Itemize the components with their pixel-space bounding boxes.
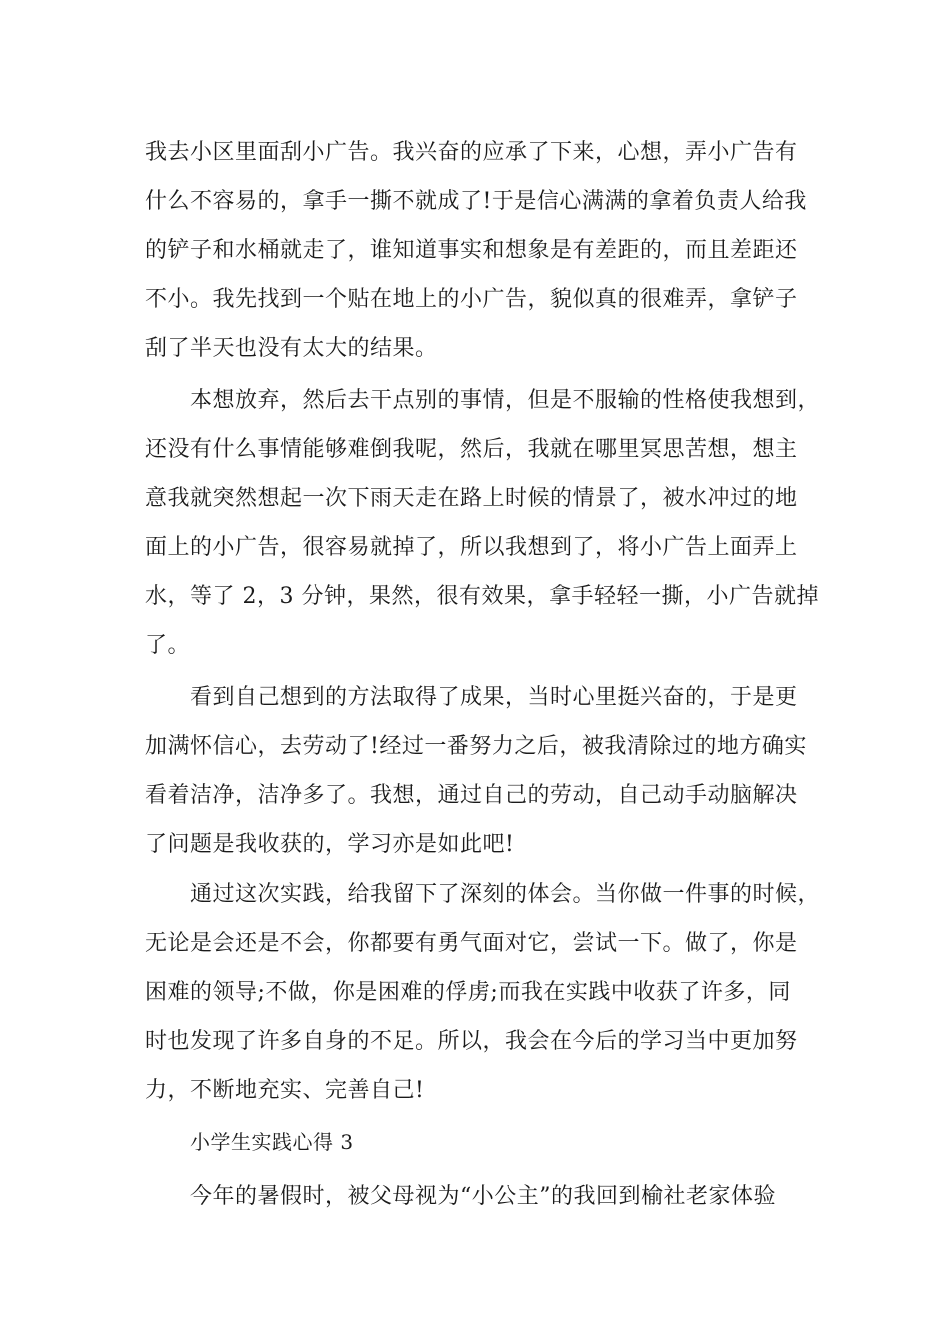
text-line: 面上的小广告，很容易就掉了，所以我想到了，将小广告上面弄上 xyxy=(145,535,798,560)
text-line: 本想放弃，然后去干点别的事情，但是不服输的性格使我想到， xyxy=(190,388,821,413)
text-line: 我去小区里面刮小广告。我兴奋的应承了下来，心想，弄小广告有 xyxy=(145,140,798,165)
text-line: 力，不断地充实、完善自己! xyxy=(145,1078,425,1103)
text-line: 通过这次实践，给我留下了深刻的体会。当你做一件事的时候， xyxy=(190,882,821,907)
paragraph-2 xyxy=(145,376,835,670)
text-line: 什么不容易的，拿手一撕不就成了!于是信心满满的拿着负责人给我 xyxy=(145,189,807,214)
text-line: 的铲子和水桶就走了，谁知道事实和想象是有差距的，而且差距还 xyxy=(145,238,798,263)
text-line: 刮了半天也没有太大的结果。 xyxy=(145,336,438,361)
text-line: 不小。我先找到一个贴在地上的小广告，貌似真的很难弄，拿铲子 xyxy=(145,287,798,312)
paragraph-5 xyxy=(145,1172,835,1221)
paragraph-4 xyxy=(145,870,835,1115)
heading-text: 小学生实践心得 3 xyxy=(190,1130,354,1154)
section-heading xyxy=(145,1118,835,1167)
text-line: 困难的领导;不做，你是困难的俘虏;而我在实践中收获了许多，同 xyxy=(145,980,791,1005)
text-line: 了问题是我收获的，学习亦是如此吧! xyxy=(145,832,515,857)
text-line: 看到自己想到的方法取得了成果，当时心里挺兴奋的，于是更 xyxy=(190,685,798,710)
text-line: 时也发现了许多自身的不足。所以，我会在今后的学习当中更加努 xyxy=(145,1029,798,1054)
text-line: 意我就突然想起一次下雨天走在路上时候的情景了，被水冲过的地 xyxy=(145,486,798,511)
paragraph-1 xyxy=(145,128,835,373)
text-line: 看着洁净，洁净多了。我想，通过自己的劳动，自己动手动脑解决 xyxy=(145,783,798,808)
text-line: 了。 xyxy=(145,633,191,658)
paragraph-3 xyxy=(145,673,835,869)
text-line: 还没有什么事情能够难倒我呢，然后，我就在哪里冥思苦想，想主 xyxy=(145,437,798,462)
text-line: 今年的暑假时，被父母视为“小公主”的我回到榆社老家体验 xyxy=(190,1184,776,1209)
text-line: 无论是会还是不会，你都要有勇气面对它，尝试一下。做了，你是 xyxy=(145,931,798,956)
text-line: 加满怀信心，去劳动了!经过一番努力之后，被我清除过的地方确实 xyxy=(145,734,807,759)
text-line: 水，等了 2，3 分钟，果然，很有效果，拿手轻轻一撕，小广告就掉 xyxy=(145,584,819,609)
